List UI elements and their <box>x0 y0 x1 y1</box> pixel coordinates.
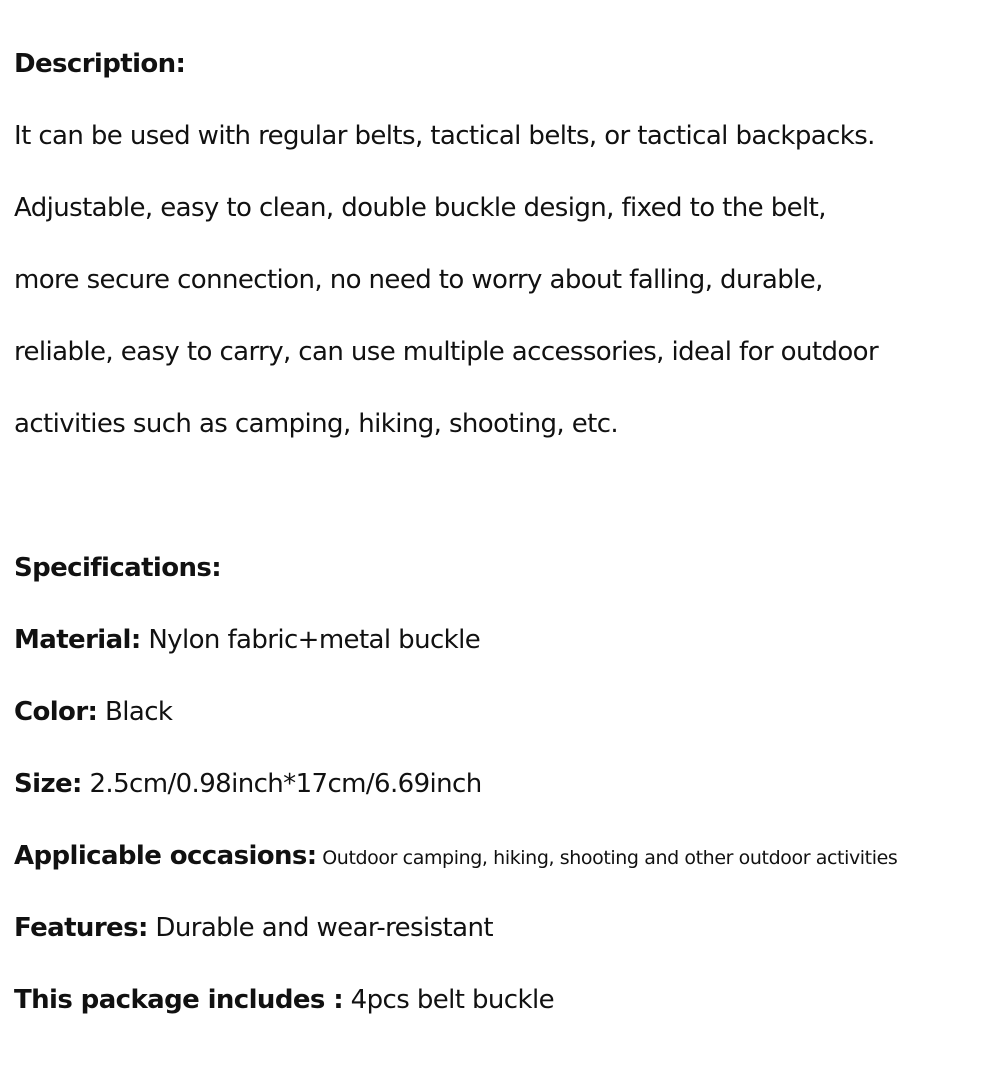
spec-applicable-occasions-label: Applicable occasions: <box>14 841 317 871</box>
description-line-5: activities such as camping, hiking, shooting, etc. <box>14 409 619 439</box>
spec-material-label: Material: <box>14 625 141 655</box>
description-line-1: It can be used with regular belts, tactical belts, or tactical backpacks. <box>14 121 875 151</box>
description-line-3: more secure connection, no need to worry about falling, durable, <box>14 265 823 295</box>
spec-color <box>14 696 172 728</box>
spec-material <box>14 624 480 656</box>
spec-size-value: 2.5cm/0.98inch*17cm/6.69inch <box>81 769 482 799</box>
description-line-2: Adjustable, easy to clean, double buckle design, fixed to the belt, <box>14 193 826 223</box>
spec-size <box>14 768 482 800</box>
spec-features-value: Durable and wear-resistant <box>147 913 493 943</box>
spec-package-includes <box>14 984 554 1016</box>
spec-color-value: Black <box>97 697 173 727</box>
description-line-4: reliable, easy to carry, can use multiple accessories, ideal for outdoor <box>14 337 879 367</box>
spec-size-label: Size: <box>14 769 82 799</box>
specifications-heading: Specifications: <box>14 553 222 583</box>
spec-material-value: Nylon fabric+metal buckle <box>140 625 481 655</box>
spec-package-includes-label: This package includes : <box>14 985 344 1015</box>
spec-features <box>14 912 493 944</box>
spec-applicable-occasions <box>14 840 897 874</box>
spec-features-label: Features: <box>14 913 148 943</box>
spec-color-label: Color: <box>14 697 98 727</box>
spec-applicable-occasions-value: Outdoor camping, hiking, shooting and other outdoor activities <box>316 847 898 869</box>
description-heading: Description: <box>14 49 186 79</box>
spec-package-includes-value: 4pcs belt buckle <box>343 985 554 1015</box>
